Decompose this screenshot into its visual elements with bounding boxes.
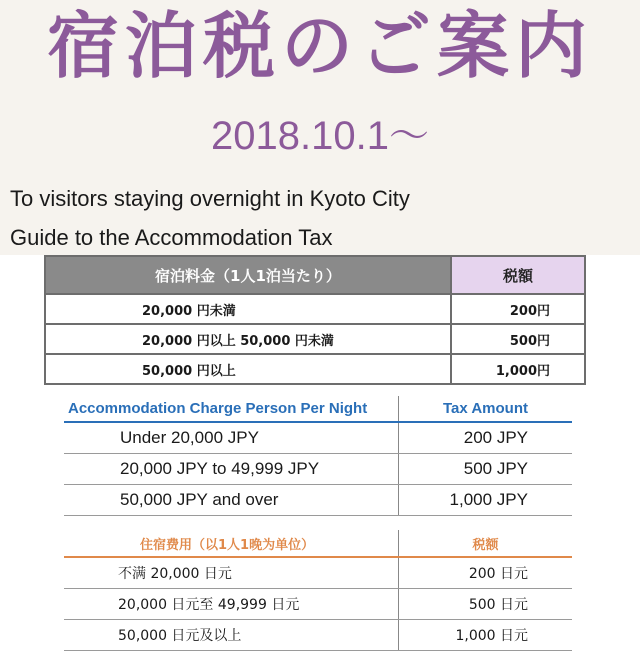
tax-cell: 200円 [509,303,550,319]
english-tax-table [64,396,572,516]
tax-cell: 1,000 JPY [449,490,528,509]
english-subtitle-2: Guide to the Accommodation Tax [10,225,333,250]
table-header [64,396,572,423]
tax-cell: 200 日元 [468,566,528,582]
table-row [64,620,572,651]
table-row [64,558,572,589]
effective-date: 2018.10.1〜 [211,114,429,158]
table-row [64,485,572,516]
charge-cell: 20,000 円未満 [46,295,452,323]
column-header-charge: 宿泊料金（1人1泊当たり） [46,257,452,293]
tax-cell: 500 日元 [468,597,528,613]
english-subtitle-1: To visitors staying overnight in Kyoto City [10,186,410,211]
table-row [46,353,584,383]
table-row [46,323,584,353]
charge-cell: 不满 20,000 日元 [64,558,399,588]
tax-cell: 500 JPY [463,459,528,478]
charge-cell: Under 20,000 JPY [64,423,399,453]
japanese-tax-table [44,255,586,385]
charge-cell: 20,000 日元至 49,999 日元 [64,589,399,619]
tax-cell: 1,000円 [495,363,550,379]
table-row [64,454,572,485]
tax-cell: 200 JPY [463,428,528,447]
tax-cell: 500円 [509,333,550,349]
table-row [46,293,584,323]
table-header [64,530,572,558]
table-header [46,257,584,293]
column-header-tax: 税額 [452,257,584,293]
charge-cell: 20,000 円以上 50,000 円未満 [46,325,452,353]
column-header-tax: Tax Amount [443,400,528,417]
column-header-tax: 税额 [472,537,499,553]
charge-cell: 50,000 JPY and over [64,485,399,515]
column-header-charge: Accommodation Charge Person Per Night [64,396,399,421]
chinese-tax-table [64,530,572,651]
column-header-charge: 住宿费用（以1人1晚为单位） [64,530,399,556]
charge-cell: 50,000 日元及以上 [64,620,399,650]
tax-cell: 1,000 日元 [455,628,528,644]
page-title: 宿泊税のご案内 [46,4,593,88]
charge-cell: 20,000 JPY to 49,999 JPY [64,454,399,484]
charge-cell: 50,000 円以上 [46,355,452,383]
table-row [64,423,572,454]
table-row [64,589,572,620]
